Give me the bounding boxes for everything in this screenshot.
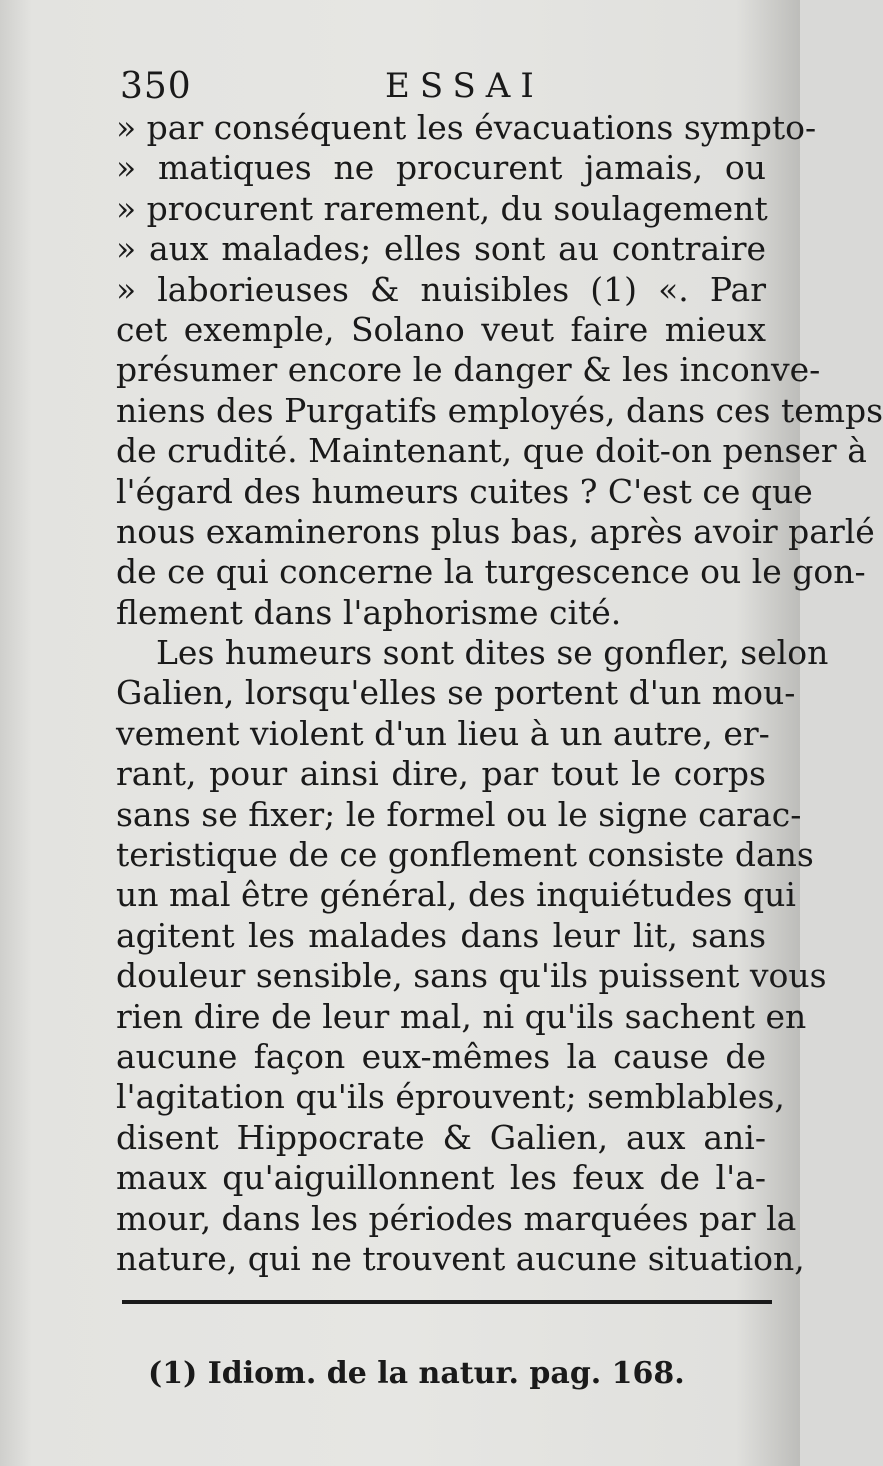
text-line: agitent les malades dans leur lit, sans (116, 915, 766, 955)
text-line: mour, dans les périodes marquées par la (116, 1198, 797, 1238)
text-line: » matiques ne procurent jamais, ou (116, 148, 766, 188)
text-line: rant, pour ainsi dire, par tout le corps (116, 754, 766, 794)
text-line: aucune façon eux-mêmes la cause de (116, 1036, 766, 1076)
text-line: l'égard des humeurs cuites ? C'est ce que (116, 471, 813, 511)
text-line: disent Hippocrate & Galien, aux ani- (116, 1117, 766, 1157)
text-line: teristique de ce gonflement consiste dans (116, 835, 814, 875)
text-line: niens des Purgatifs employés, dans ces temps (116, 390, 883, 430)
page-header (120, 66, 760, 110)
text-line: de crudité. Maintenant, que doit-on penser à (116, 431, 867, 471)
page-number: 350 (120, 66, 192, 107)
text-line: maux qu'aiguillonnent les feux de l'a- (116, 1158, 766, 1198)
text-line: nous examinerons plus bas, après avoir parlé (116, 511, 875, 551)
text-line: un mal être général, des inquiétudes qui (116, 875, 796, 915)
text-line: » laborieuses & nuisibles (1) «. Par (116, 269, 766, 309)
text-line: l'agitation qu'ils éprouvent; semblables, (116, 1077, 785, 1117)
text-line: » aux malades; elles sont au contraire (116, 229, 766, 269)
text-line: rien dire de leur mal, ni qu'ils sachent en (116, 996, 807, 1036)
text-line: » par conséquent les évacuations sympto- (116, 108, 817, 147)
text-line: douleur sensible, sans qu'ils puissent vous (116, 956, 827, 996)
text-line: cet exemple, Solano veut faire mieux (116, 309, 766, 349)
running-title: ESSAI (385, 66, 544, 106)
text-line: sans se fixer; le formel ou le signe carac- (116, 794, 802, 834)
body-text (116, 108, 883, 1279)
text-line: » procurent rarement, du soulagement (116, 188, 768, 228)
text-line: vement violent d'un lieu à un autre, er- (116, 713, 770, 753)
footnote: (1) Idiom. de la natur. pag. 168. (148, 1356, 685, 1391)
text-line: nature, qui ne trouvent aucune situation, (116, 1238, 805, 1278)
text-line: Les humeurs sont dites se gonfler, selon (156, 633, 829, 673)
text-line: flement dans l'aphorisme cité. (116, 592, 622, 632)
text-line: présumer encore le danger & les inconve- (116, 350, 821, 390)
text-line: de ce qui concerne la turgescence ou le gon- (116, 552, 866, 592)
footnote-rule (122, 1300, 772, 1304)
text-line: Galien, lorsqu'elles se portent d'un mou- (116, 673, 796, 713)
